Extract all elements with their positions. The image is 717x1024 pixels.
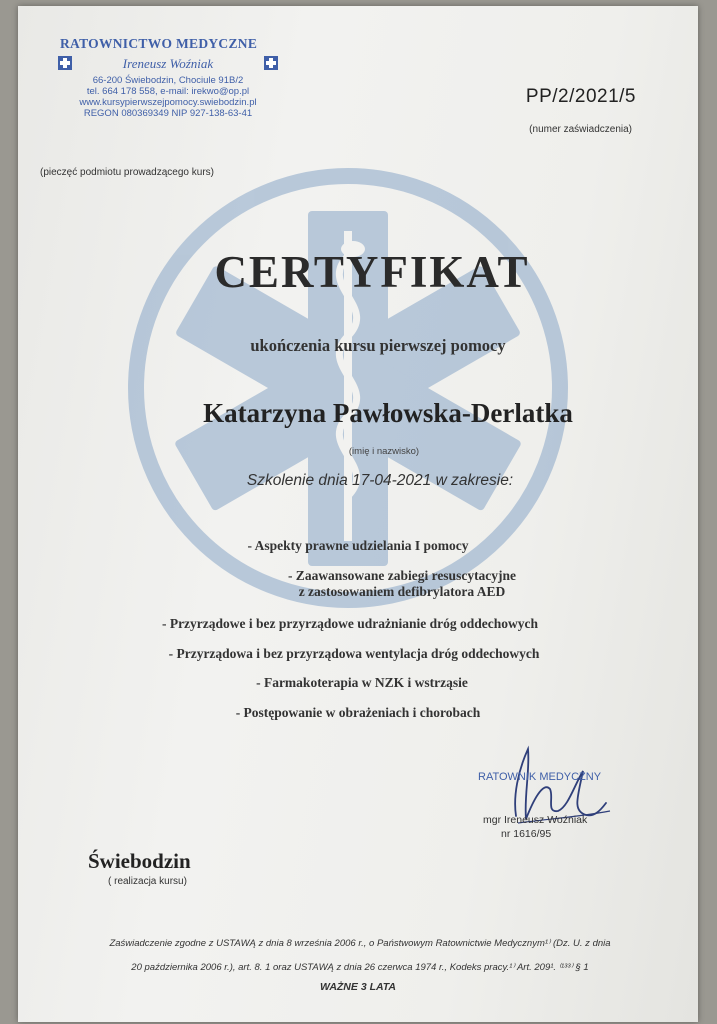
holder-name-caption: (imię i nazwisko) — [348, 446, 420, 457]
topic-item-continuation: z zastosowaniem defibrylatora AED — [298, 584, 506, 599]
topic-item: - Przyrządowa i bez przyrządowa wentylacja dróg oddechowych — [168, 646, 540, 661]
certificate-number: PP/2/2021/5 — [525, 86, 636, 107]
rescuer-name: mgr Ireneusz Woźniak — [483, 814, 588, 826]
course-city: Świebodzin — [88, 849, 191, 873]
certificate-subtitle: ukończenia kursu pierwszej pomocy — [250, 336, 506, 355]
validity-note: WAŻNE 3 LATA — [319, 981, 397, 993]
topic-item: - Postępowanie w obrażeniach i chorobach — [235, 705, 481, 720]
holder-name: Katarzyna Pawłowska-Derlatka — [203, 398, 573, 428]
stamp-name: Ireneusz Woźniak — [122, 56, 214, 71]
certificate-page — [18, 6, 698, 1022]
stamp-registry: REGON 080369349 NIP 927-138-63-41 — [83, 108, 253, 119]
topic-item: - Aspekty prawne udzielania I pomocy — [247, 538, 469, 553]
topic-item: - Przyrządowe i bez przyrządowe udrażnianie dróg oddechowych — [161, 616, 539, 631]
topic-item: - Zaawansowane zabiegi resuscytacyjne — [287, 568, 517, 583]
legal-line: 20 października 2006 r.), art. 8. 1 oraz USTAWĄ z dnia 26 czerwca 1974 r., Kodeks pracy.¹⁾ Art. 209¹. ⁽¹³³⁾ § 1 — [131, 962, 589, 973]
course-city-caption: ( realizacja kursu) — [108, 876, 187, 887]
organization-stamp — [58, 36, 318, 119]
legal-line: Zaświadczenie zgodne z USTAWĄ z dnia 8 września 2006 r., o Państwowym Ratownictwie Medycznym¹⁾ (Dz. U. z dnia — [109, 938, 611, 949]
certificate-number-caption: (numer zaświadczenia) — [529, 124, 632, 135]
rescuer-title: RATOWNIK MEDYCZNY — [478, 771, 602, 783]
training-date-line: Szkolenie dnia 17-04-2021 w zakresie: — [246, 472, 514, 489]
certificate-title: CERTYFIKAT — [214, 247, 530, 297]
stamp-website: www.kursypierwszejpomocy.swiebodzin.pl — [79, 97, 257, 108]
stamp-title: RATOWNICTWO MEDYCZNE — [60, 36, 258, 51]
legal-notice — [50, 932, 670, 980]
rescuer-license: nr 1616/95 — [501, 828, 552, 840]
stamp-contact: tel. 664 178 558, e-mail: irekwo@op.pl — [86, 86, 250, 97]
stamp-name-row — [58, 56, 278, 72]
medical-cross-icon — [58, 56, 72, 70]
medical-cross-icon — [264, 56, 278, 70]
topic-item: - Farmakoterapia w NZK i wstrząsie — [256, 675, 468, 690]
stamp-address: 66-200 Świebodzin, Chociule 91B/2 — [92, 75, 244, 86]
stamp-caption: (pieczęć podmiotu prowadzącego kurs) — [40, 167, 214, 178]
